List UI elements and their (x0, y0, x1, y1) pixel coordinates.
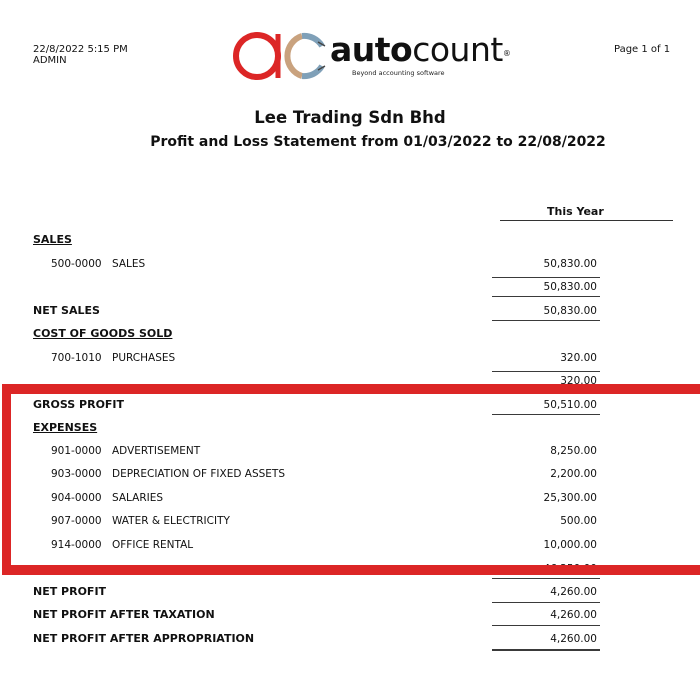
ledger-row (0, 537, 700, 553)
final-total-rule (492, 649, 600, 651)
account-code: 904-0000 (51, 492, 102, 504)
printed-by-user: ADMIN (33, 55, 67, 66)
expenses-subtotal: 46,250.00 (543, 563, 597, 575)
account-code: 903-0000 (51, 468, 102, 480)
account-code: 700-1010 (51, 352, 102, 364)
section-heading-cogs: COST OF GOODS SOLD (33, 327, 173, 340)
subtotal-rule (492, 277, 600, 278)
account-amount: 320.00 (560, 352, 597, 364)
total-rule (492, 625, 600, 626)
subtotal-rule (492, 578, 600, 579)
cogs-subtotal-row (0, 373, 700, 389)
account-amount: 8,250.00 (550, 445, 597, 457)
account-code: 914-0000 (51, 539, 102, 551)
report-title: Profit and Loss Statement from 01/03/2022 to 22/08/2022 (150, 134, 606, 150)
sales-subtotal: 50,830.00 (543, 281, 597, 293)
net-profit-after-appropriation-amount: 4,260.00 (550, 633, 597, 645)
subtotal-rule (492, 371, 600, 372)
net-profit-amount: 4,260.00 (550, 586, 597, 598)
account-amount: 25,300.00 (543, 492, 597, 504)
logo-wordmark: autocount® (330, 30, 511, 69)
account-amount: 50,830.00 (543, 258, 597, 270)
section-heading-sales: SALES (33, 233, 72, 246)
account-code: 500-0000 (51, 258, 102, 270)
cogs-subtotal: 320.00 (560, 375, 597, 387)
account-name: DEPRECIATION OF FIXED ASSETS (112, 468, 285, 480)
net-profit-after-appropriation-row: NET PROFIT AFTER APPROPRIATION 4,260.00 (33, 632, 597, 645)
net-profit-row: NET PROFIT 4,260.00 (33, 585, 597, 598)
account-amount: 10,000.00 (543, 539, 597, 551)
column-header-this-year: This Year (500, 205, 673, 221)
total-rule (492, 414, 600, 415)
sales-subtotal-row (0, 279, 700, 295)
company-name: Lee Trading Sdn Bhd (254, 108, 446, 127)
account-code: 907-0000 (51, 515, 102, 527)
account-amount: 2,200.00 (550, 468, 597, 480)
report-header-meta (33, 44, 128, 66)
account-name: SALARIES (112, 492, 164, 504)
total-rule (492, 602, 600, 603)
expenses-subtotal-row (0, 561, 700, 577)
page-number: Page 1 of 1 (614, 44, 671, 55)
net-sales-row: NET SALES 50,830.00 (33, 304, 597, 317)
account-name: OFFICE RENTAL (112, 539, 194, 551)
logo-tagline: Beyond accounting software (352, 69, 445, 77)
account-code: 901-0000 (51, 445, 102, 457)
subtotal-rule (492, 296, 600, 297)
account-name: SALES (112, 258, 146, 270)
account-amount: 500.00 (560, 515, 597, 527)
total-rule (492, 320, 600, 321)
ledger-row (0, 513, 700, 529)
gross-profit-row: GROSS PROFIT 50,510.00 (33, 398, 597, 411)
account-name: WATER & ELECTRICITY (112, 515, 230, 527)
net-profit-after-tax-row: NET PROFIT AFTER TAXATION 4,260.00 (33, 608, 597, 621)
net-profit-after-tax-amount: 4,260.00 (550, 609, 597, 621)
account-name: PURCHASES (112, 352, 176, 364)
autocount-logo (230, 28, 511, 84)
ledger-row (0, 443, 700, 459)
ledger-row (0, 350, 700, 366)
section-heading-expenses: EXPENSES (33, 421, 98, 434)
ledger-row (0, 256, 700, 272)
ledger-row (0, 466, 700, 482)
gross-profit-amount: 50,510.00 (543, 399, 597, 411)
print-datetime: 22/8/2022 5:15 PM (33, 44, 128, 55)
ledger-row (0, 490, 700, 506)
account-name: ADVERTISEMENT (112, 445, 201, 457)
autocount-logo-mark-icon (230, 28, 330, 84)
net-sales-amount: 50,830.00 (543, 305, 597, 317)
